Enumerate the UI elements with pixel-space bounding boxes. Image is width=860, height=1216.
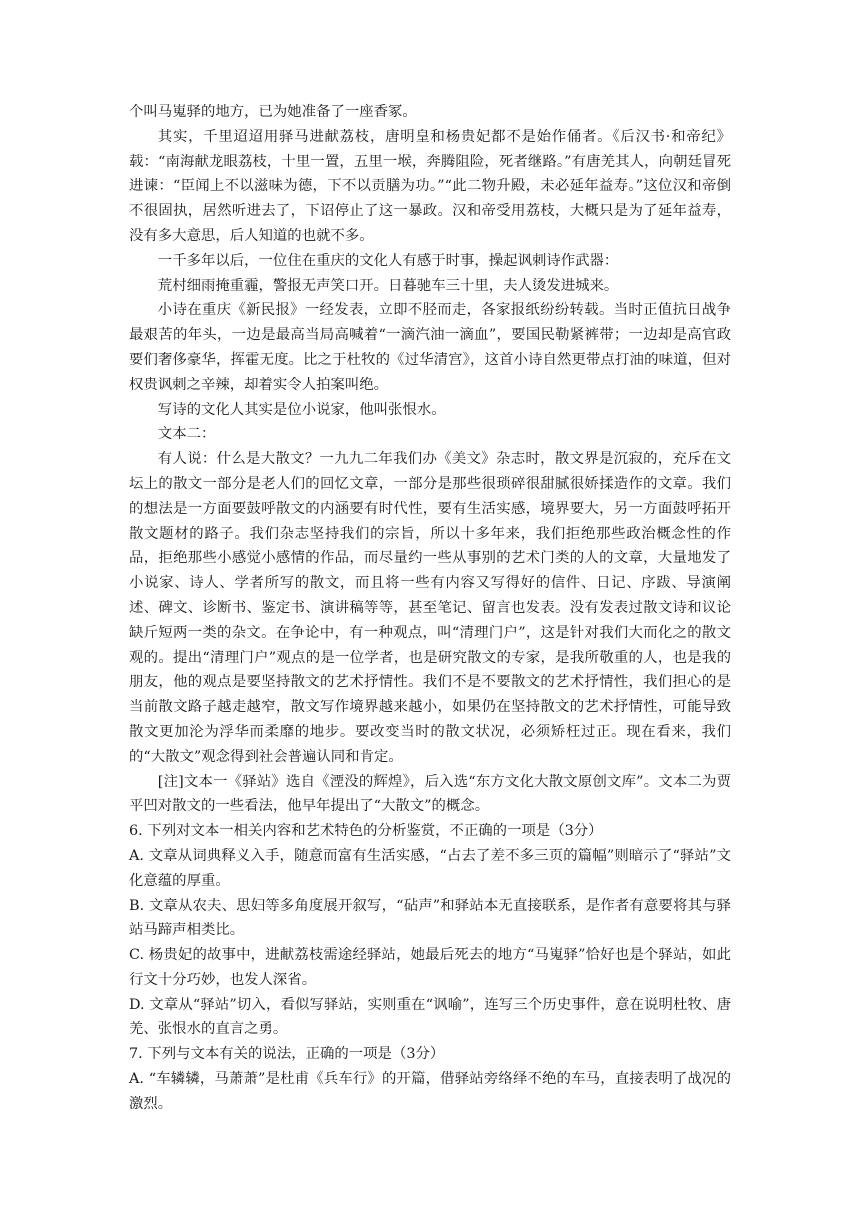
paragraph: 其实，千里迢迢用驿马进献荔枝，唐明皇和杨贵妃都不是始作俑者。《后汉书·和帝纪》载：“南海献龙眼荔枝，十里一置，五里一堠，奔腾阻险，死者继路。”有唐羌其人，向朝廷冒死进谏：“臣闻上不以滋味为德，下不以贡膳为功。”“此二物升殿，未必延年益寿。”这位汉和帝倒不很固执，居然听进去了，下诏停止了这一暴政。汉和帝受用荔枝，大概只是为了延年益寿，没有多大意思，后人知道的也就不多。 [129, 128, 731, 244]
poem-line: 荒村细雨掩重霾，警报无声笑口开。日暮驰车三十里，夫人烫发进城来。 [157, 277, 619, 294]
answer-option-d: D. 文章从“驿站”切入，看似写驿站，实则重在“讽喻”，连写三个历史事件，意在说明杜牧、唐羌、张恨水的直言之勇。 [129, 996, 731, 1038]
paragraph: 个叫马嵬驿的地方，已为她准备了一座香冢。 [129, 104, 417, 120]
paragraph: 有人说：什么是大散文？一九九二年我们办《美文》杂志时，散文界是沉寂的，充斥在文坛上的散文一部分是老人们的回忆文章，一部分是那些很琐碎很甜腻很娇揉造作的文章。我们的想法是一方面要鼓呼散文的内涵要有时代性，要有生活实感，境界要大，另一方面鼓呼拓开散文题材的路子。我们杂志坚持我们的宗旨，所以十多年来，我们拒绝那些政治概念性的作品，拒绝那些小感觉小感情的作品，而尽量约一些从事别的艺术门类的人的文章，大量地发了小说家、诗人、学者所写的散文，而且将一些有内容又写得好的信件、日记、序跋、导演阐述、碑文、诊断书、鉴定书、演讲稿等等，甚至笔记、留言也发表。没有发表过散文诗和议论缺斤短两一类的杂文。在争论中，有一种观点，叫“清理门户”，这是针对我们大而化之的散文观的。提出“清理门户”观点的是一位学者，也是研究散文的专家，是我所敬重的人，也是我的朋友，他的观点是要坚持散文的艺术抒情性。我们不是不要散文的艺术抒情性，我们担心的是当前散文路子越走越窄，散文写作境界越来越小，如果仍在坚持散文的艺术抒情性，可能导致散文更加沦为浮华而柔靡的地步。要改变当时的散文状况，必须矫枉过正。现在看来，我们的“大散文”观念得到社会普遍认同和肯定。 [129, 451, 731, 765]
question-stem: 7. 下列与文本有关的说法，正确的一项是（3分） [129, 1046, 445, 1063]
question-stem: 6. 下列对文本一相关内容和艺术特色的分析鉴赏，不正确的一项是（3分） [129, 823, 603, 840]
paragraph: 一千多年以后，一位住在重庆的文化人有感于时事，操起讽刺诗作武器： [157, 252, 619, 269]
paragraph: 小诗在重庆《新民报》一经发表，立即不胫而走，各家报纸纷纷转载。当时正值抗日战争最艰苦的年头，一边是最高当局高喊着“一滴汽油一滴血”，要国民勒紧裤带；一边却是高官政要们奢侈豪华，挥霍无度。比之于杜牧的《过华清宫》，这首小诗自然更带点打油的味道，但对权贵讽刺之辛辣，却着实令人拍案叫绝。 [129, 302, 731, 393]
note: [注]文本一《驿站》选自《湮没的辉煌》，后入选“东方文化大散文原创文库”。文本二为贾平凹对散文的一些看法，他早年提出了“大散文”的概念。 [129, 773, 731, 815]
section-heading: 文本二： [157, 426, 216, 443]
paragraph: 写诗的文化人其实是位小说家，他叫张恨水。 [157, 401, 446, 418]
answer-option-b: B. 文章从农夫、思妇等多角度展开叙写，“砧声”和驿站本无直接联系，是作者有意要将其与驿站马蹄声相类比。 [129, 897, 731, 939]
answer-option-a: A. “车辚辚，马萧萧”是杜甫《兵车行》的开篇，借驿站旁络绎不绝的车马，直接表明了战况的激烈。 [129, 1071, 731, 1112]
answer-option-c: C. 杨贵妃的故事中，进献荔枝需途经驿站，她最后死去的地方“马嵬驿”恰好也是个驿站，如此行文十分巧妙，也发人深省。 [129, 947, 731, 988]
answer-option-a: A. 文章从词典释义入手，随意而富有生活实感，“占去了差不多三页的篇幅”则暗示了“驿站”文化意蕴的厚重。 [129, 847, 731, 889]
document-page [129, 100, 731, 1117]
